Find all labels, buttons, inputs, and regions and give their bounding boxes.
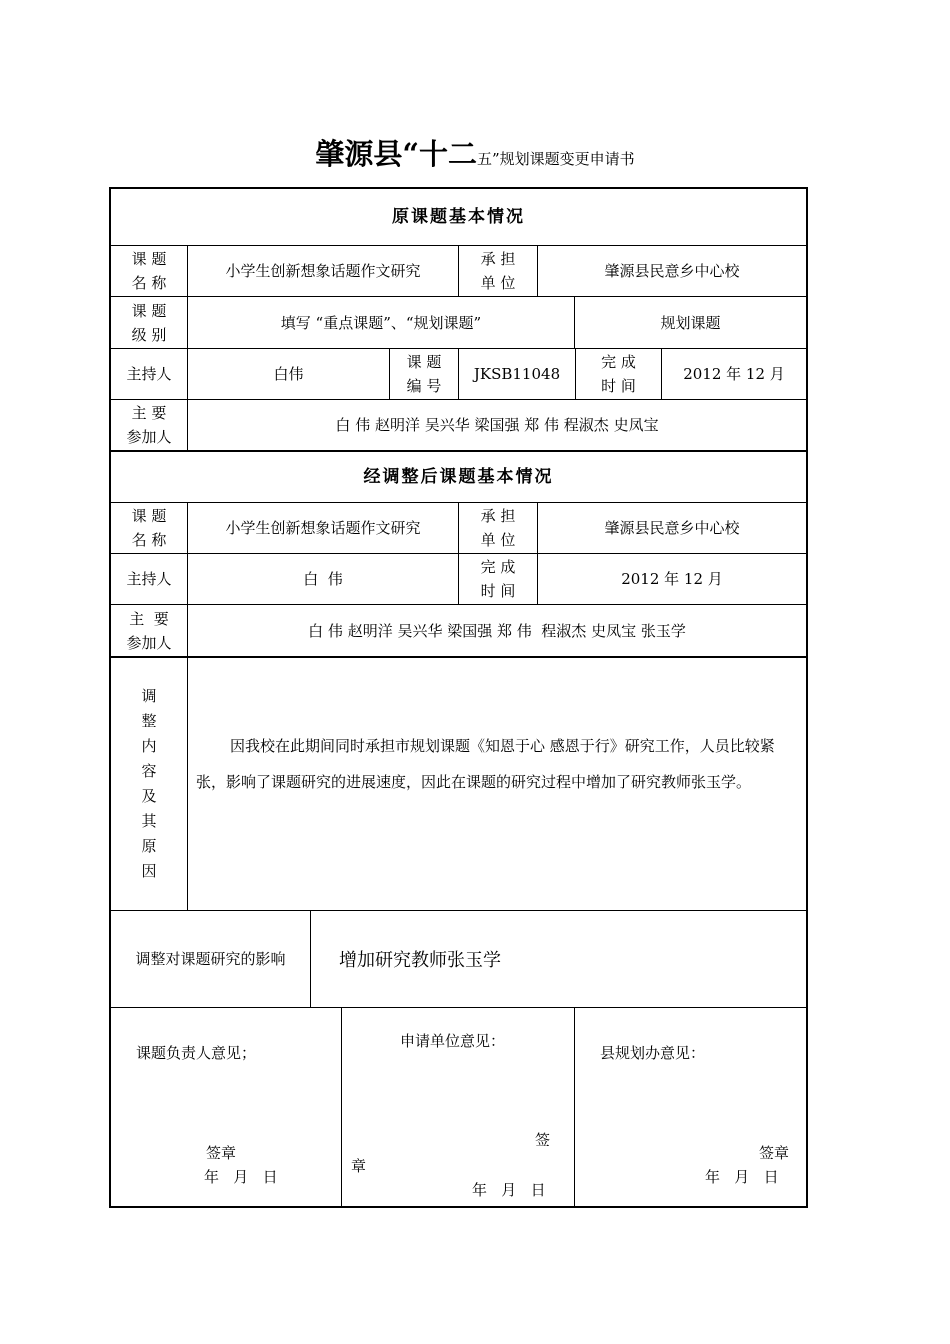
adjusted-members-label: 主 要 参加人 [126,609,172,652]
adjusted-finish-value: 2012 年 12 月 [621,570,723,588]
leader-date: 年 月 日 [204,1168,278,1186]
adjusted-host-label: 主持人 [126,570,172,588]
adjusted-host-value: 白 伟 [303,570,343,588]
unit-date: 年 月 日 [472,1181,546,1199]
original-members-value: 白 伟 赵明洋 吴兴华 梁国强 郑 伟 程淑杰 史凤宝 [335,416,659,434]
adjusted-unit-value: 肇源县民意乡中心校 [604,519,740,537]
adjusted-name-label: 课 题 名 称 [131,507,167,549]
adjusted-unit-label: 承 担 单 位 [480,507,516,549]
office-opinion-label: 县规划办意见： [600,1044,706,1062]
reason-label: 调 整 内 容 及 其 原 因 [141,687,157,880]
document-title [0,132,950,173]
adjusted-name-value: 小学生创新想象话题作文研究 [225,519,421,537]
leader-seal: 签章 [206,1144,237,1162]
original-level-value: 规划课题 [660,313,721,332]
reason-text: 因我校在此期间同时承担市规划课题《知恩于心 感恩于行》研究工作，人员比较紧张，影响了课题研究的进展速度，因此在课题的研究过程中增加了研究教师张玉学。 [196,737,775,791]
original-section-heading: 原课题基本情况 [392,207,525,227]
original-level-hint: 填写 “重点课题”、“规划课题” [280,313,482,332]
unit-seal-b: 章 [351,1157,367,1175]
original-members-label: 主 要 参加人 [126,404,172,446]
original-code-value: JKSB11048 [473,365,561,383]
adjusted-finish-label: 完 成 时 间 [480,558,516,600]
office-seal: 签章 [759,1144,790,1162]
impact-value: 增加研究教师张玉学 [339,950,501,971]
original-host-value: 白伟 [273,365,304,383]
original-host-label: 主持人 [126,365,172,383]
original-unit-value: 肇源县民意乡中心校 [604,262,740,280]
adjusted-members-value: 白 伟 赵明洋 吴兴华 梁国强 郑 伟 程淑杰 史凤宝 张玉学 [308,621,686,640]
leader-opinion-label: 课题负责人意见； [136,1044,257,1062]
original-level-label: 课 题 级 别 [131,301,167,344]
original-name-label: 课 题 名 称 [131,250,167,292]
impact-label: 调整对课题研究的影响 [135,950,286,968]
original-name-value: 小学生创新想象话题作文研究 [225,262,421,280]
office-date: 年 月 日 [705,1168,779,1186]
original-unit-label: 承 担 单 位 [480,250,516,292]
title-small: 五”规划课题变更申请书 [477,150,635,168]
original-finish-label: 完 成 时 间 [601,353,636,395]
title-large: 肇源县“十二 [315,137,477,171]
unit-opinion-label: 申请单位意见： [400,1032,506,1050]
unit-seal-a: 签 [535,1131,551,1149]
original-code-label: 课 题 编 号 [406,353,442,395]
original-finish-value: 2012 年 12 月 [683,365,785,383]
adjusted-section-heading: 经调整后课题基本情况 [363,467,554,487]
